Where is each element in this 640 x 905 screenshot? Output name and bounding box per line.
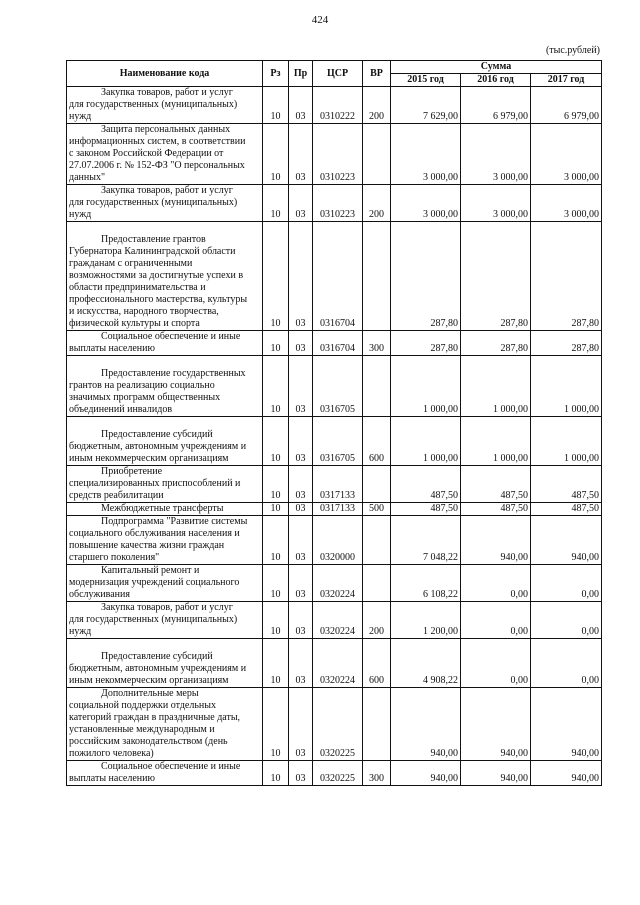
cell-csr: 0320224 [313, 639, 363, 688]
cell-name [67, 185, 263, 222]
cell-2015: 287,80 [391, 222, 461, 331]
cell-pr: 03 [289, 565, 313, 602]
name-line: Дополнительные меры [101, 688, 199, 699]
name-line: Защита персональных данных [101, 124, 231, 135]
cell-name [67, 565, 263, 602]
cell-csr: 0317133 [313, 466, 363, 503]
cell-pr: 03 [289, 503, 313, 516]
cell-vr: 300 [363, 761, 391, 786]
cell-rz: 10 [263, 761, 289, 786]
cell-2016: 287,80 [461, 331, 531, 356]
cell-2015: 940,00 [391, 688, 461, 761]
name-line: с законом Российской Федерации от [69, 148, 224, 159]
table-row [67, 688, 602, 761]
cell-name [67, 602, 263, 639]
name-line: для государственных (муниципальных) [69, 197, 238, 208]
cell-vr [363, 688, 391, 761]
name-line [69, 222, 260, 234]
table-row [67, 417, 602, 466]
table-row [67, 602, 602, 639]
cell-pr: 03 [289, 124, 313, 185]
cell-rz: 10 [263, 503, 289, 516]
cell-pr: 03 [289, 688, 313, 761]
name-line: обслуживания [69, 589, 130, 600]
header-sum: Сумма [391, 61, 602, 74]
header-name: Наименование кода [67, 61, 263, 87]
name-line: Предоставление грантов [101, 234, 206, 245]
name-line: бюджетным, автономным учреждениям и [69, 663, 247, 674]
cell-name [67, 331, 263, 356]
name-line: Подпрограмма "Развитие системы [101, 516, 248, 527]
name-line: повышение качества жизни граждан [69, 540, 225, 551]
name-line: российским законодательством (день [69, 736, 228, 747]
cell-name [67, 688, 263, 761]
name-line: профессионального мастерства, культуры [69, 294, 248, 305]
table-row [67, 356, 602, 417]
cell-rz: 10 [263, 222, 289, 331]
cell-2016: 940,00 [461, 761, 531, 786]
header-vr: ВР [363, 61, 391, 87]
name-line: пожилого человека) [69, 748, 154, 759]
name-line: социального обслуживания населения и [69, 528, 240, 539]
cell-2015: 3 000,00 [391, 124, 461, 185]
table-row [67, 516, 602, 565]
cell-name [67, 516, 263, 565]
budget-table [66, 60, 602, 786]
cell-vr: 200 [363, 602, 391, 639]
name-line: Закупка товаров, работ и услуг [101, 185, 233, 196]
cell-2017: 940,00 [531, 516, 602, 565]
cell-2016: 3 000,00 [461, 124, 531, 185]
cell-csr: 0316704 [313, 222, 363, 331]
name-line: и искусства, народного творчества, [69, 306, 219, 317]
cell-csr: 0317133 [313, 503, 363, 516]
cell-vr [363, 356, 391, 417]
cell-rz: 10 [263, 602, 289, 639]
cell-2016: 0,00 [461, 639, 531, 688]
cell-csr: 0310223 [313, 124, 363, 185]
cell-2017: 487,50 [531, 466, 602, 503]
header-rz: Рз [263, 61, 289, 87]
cell-rz: 10 [263, 565, 289, 602]
name-line: Губернатора Калининградской области [69, 246, 236, 257]
name-line: значимых программ общественных [69, 392, 221, 403]
cell-vr: 200 [363, 185, 391, 222]
name-line: Закупка товаров, работ и услуг [101, 87, 233, 98]
cell-2016: 287,80 [461, 222, 531, 331]
cell-name [67, 222, 263, 331]
name-line: нужд [69, 111, 92, 122]
name-line: категорий граждан в праздничные даты, [69, 712, 241, 723]
header-2015: 2015 год [391, 74, 461, 87]
cell-name [67, 639, 263, 688]
name-line: социальной поддержки отдельных [69, 700, 216, 711]
name-line: возможностями за достигнутые успехи в [69, 270, 244, 281]
cell-rz: 10 [263, 185, 289, 222]
table-row [67, 185, 602, 222]
name-line: для государственных (муниципальных) [69, 99, 238, 110]
name-line: Социальное обеспечение и иные [101, 331, 241, 342]
cell-rz: 10 [263, 466, 289, 503]
cell-csr: 0320224 [313, 565, 363, 602]
name-line: Социальное обеспечение и иные [101, 761, 241, 772]
cell-name [67, 87, 263, 124]
name-line: 27.07.2006 г. № 152-ФЗ "О персональных [69, 160, 245, 171]
name-line: данных" [69, 172, 106, 183]
cell-vr [363, 124, 391, 185]
name-line: бюджетным, автономным учреждениям и [69, 441, 247, 452]
cell-rz: 10 [263, 639, 289, 688]
cell-name [67, 761, 263, 786]
cell-pr: 03 [289, 331, 313, 356]
cell-csr: 0320225 [313, 761, 363, 786]
cell-2016: 940,00 [461, 688, 531, 761]
header-csr: ЦСР [313, 61, 363, 87]
cell-name [67, 503, 263, 516]
cell-2016: 0,00 [461, 602, 531, 639]
name-line: Приобретение [101, 466, 163, 477]
cell-2015: 6 108,22 [391, 565, 461, 602]
cell-rz: 10 [263, 87, 289, 124]
cell-csr: 0310222 [313, 87, 363, 124]
name-line: выплаты населению [69, 343, 155, 354]
cell-2015: 7 048,22 [391, 516, 461, 565]
name-line: Предоставление субсидий [101, 429, 213, 440]
table-row [67, 565, 602, 602]
cell-2016: 3 000,00 [461, 185, 531, 222]
table-row [67, 222, 602, 331]
cell-pr: 03 [289, 417, 313, 466]
cell-csr: 0320225 [313, 688, 363, 761]
cell-csr: 0316705 [313, 417, 363, 466]
cell-pr: 03 [289, 356, 313, 417]
cell-vr: 600 [363, 639, 391, 688]
name-line: грантов на реализацию социально [69, 380, 215, 391]
name-line: области предпринимательства и [69, 282, 206, 293]
cell-2017: 3 000,00 [531, 185, 602, 222]
cell-name [67, 417, 263, 466]
cell-2017: 1 000,00 [531, 356, 602, 417]
cell-2015: 487,50 [391, 503, 461, 516]
cell-2015: 1 000,00 [391, 356, 461, 417]
cell-rz: 10 [263, 688, 289, 761]
cell-2017: 0,00 [531, 602, 602, 639]
cell-pr: 03 [289, 466, 313, 503]
cell-2017: 0,00 [531, 565, 602, 602]
cell-2017: 1 000,00 [531, 417, 602, 466]
cell-vr: 600 [363, 417, 391, 466]
cell-2015: 940,00 [391, 761, 461, 786]
cell-csr: 0310223 [313, 185, 363, 222]
cell-2015: 287,80 [391, 331, 461, 356]
cell-vr [363, 565, 391, 602]
cell-2015: 487,50 [391, 466, 461, 503]
header-2016: 2016 год [461, 74, 531, 87]
cell-rz: 10 [263, 331, 289, 356]
cell-2016: 6 979,00 [461, 87, 531, 124]
cell-pr: 03 [289, 185, 313, 222]
name-line: для государственных (муниципальных) [69, 614, 238, 625]
name-line: специализированных приспособлений и [69, 478, 241, 489]
cell-2015: 1 000,00 [391, 417, 461, 466]
name-line [69, 639, 260, 651]
units-label: (тыс.рублей) [545, 45, 600, 56]
cell-rz: 10 [263, 516, 289, 565]
cell-vr [363, 466, 391, 503]
name-line: выплаты населению [69, 773, 155, 784]
cell-vr: 200 [363, 87, 391, 124]
name-line [69, 356, 260, 368]
cell-2016: 1 000,00 [461, 356, 531, 417]
cell-2017: 287,80 [531, 222, 602, 331]
cell-csr: 0320000 [313, 516, 363, 565]
name-line: Капитальный ремонт и [101, 565, 200, 576]
cell-vr [363, 222, 391, 331]
cell-2017: 0,00 [531, 639, 602, 688]
header-2017: 2017 год [531, 74, 602, 87]
cell-2015: 1 200,00 [391, 602, 461, 639]
cell-pr: 03 [289, 761, 313, 786]
cell-csr: 0316704 [313, 331, 363, 356]
header-pr: Пр [289, 61, 313, 87]
cell-2017: 940,00 [531, 688, 602, 761]
cell-2016: 487,50 [461, 503, 531, 516]
name-line: Закупка товаров, работ и услуг [101, 602, 233, 613]
cell-vr: 300 [363, 331, 391, 356]
cell-2017: 6 979,00 [531, 87, 602, 124]
name-line: гражданам с ограниченными [69, 258, 193, 269]
cell-2016: 0,00 [461, 565, 531, 602]
name-line: иным некоммерческим организациям [69, 675, 229, 686]
cell-2017: 487,50 [531, 503, 602, 516]
name-line: объединений инвалидов [69, 404, 173, 415]
cell-vr [363, 516, 391, 565]
table-row [67, 87, 602, 124]
cell-2015: 7 629,00 [391, 87, 461, 124]
name-line: информационных систем, в соответствии [69, 136, 246, 147]
table-row [67, 503, 602, 516]
cell-pr: 03 [289, 602, 313, 639]
name-line: Предоставление государственных [101, 368, 246, 379]
table-body [67, 87, 602, 786]
cell-rz: 10 [263, 356, 289, 417]
name-line: средств реабилитации [69, 490, 164, 501]
cell-name [67, 466, 263, 503]
name-line: Предоставление субсидий [101, 651, 213, 662]
cell-name [67, 356, 263, 417]
cell-pr: 03 [289, 87, 313, 124]
cell-2017: 3 000,00 [531, 124, 602, 185]
name-line: модернизация учреждений социального [69, 577, 240, 588]
name-line: иным некоммерческим организациям [69, 453, 229, 464]
name-line: установленные международным и [69, 724, 215, 735]
cell-2016: 1 000,00 [461, 417, 531, 466]
cell-2015: 4 908,22 [391, 639, 461, 688]
name-line: нужд [69, 626, 92, 637]
name-line: физической культуры и спорта [69, 318, 200, 329]
cell-pr: 03 [289, 516, 313, 565]
page-number: 424 [311, 14, 329, 26]
name-line: старшего поколения" [69, 552, 160, 563]
table-row [67, 124, 602, 185]
cell-vr: 500 [363, 503, 391, 516]
cell-pr: 03 [289, 222, 313, 331]
name-line: Межбюджетные трансферты [101, 503, 224, 514]
name-line: нужд [69, 209, 92, 220]
cell-csr: 0316705 [313, 356, 363, 417]
cell-rz: 10 [263, 124, 289, 185]
cell-pr: 03 [289, 639, 313, 688]
cell-name [67, 124, 263, 185]
cell-2016: 487,50 [461, 466, 531, 503]
cell-2017: 940,00 [531, 761, 602, 786]
table-row [67, 331, 602, 356]
cell-2016: 940,00 [461, 516, 531, 565]
name-line [69, 417, 260, 429]
cell-2017: 287,80 [531, 331, 602, 356]
table-row [67, 761, 602, 786]
table-row [67, 466, 602, 503]
cell-csr: 0320224 [313, 602, 363, 639]
cell-rz: 10 [263, 417, 289, 466]
table-row [67, 639, 602, 688]
cell-2015: 3 000,00 [391, 185, 461, 222]
